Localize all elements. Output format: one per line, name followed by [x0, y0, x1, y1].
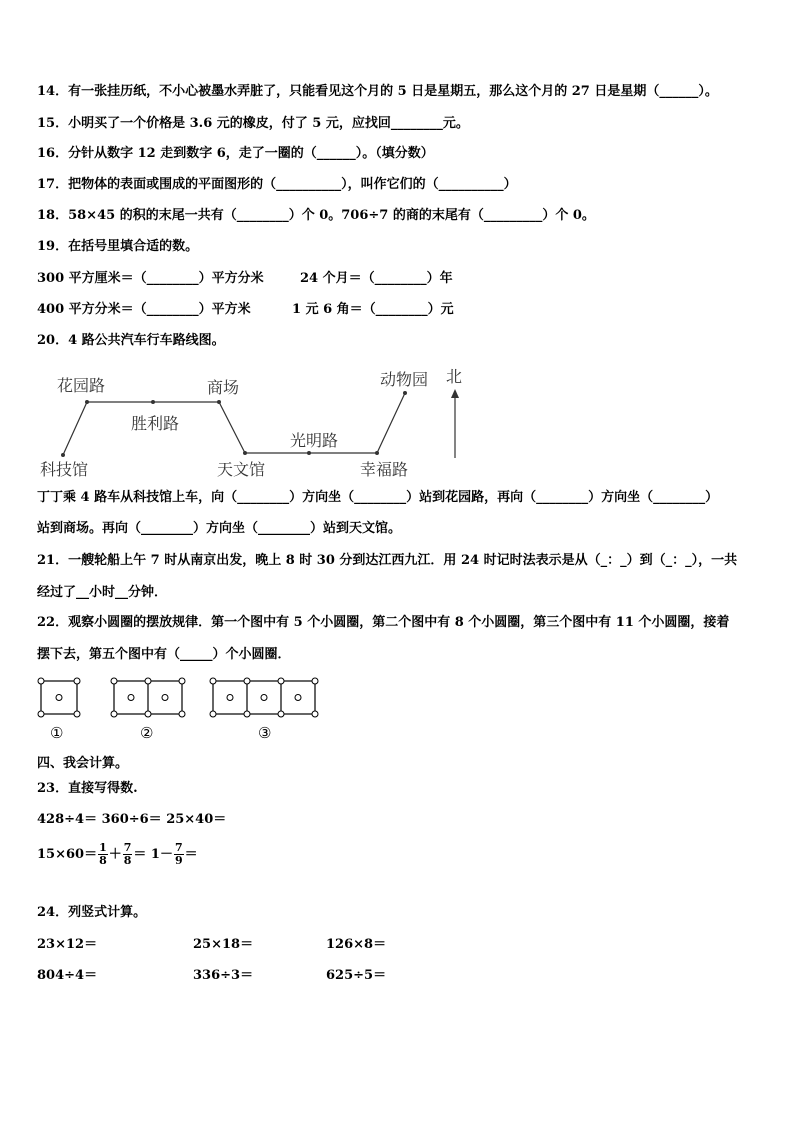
stop-dot-shangchang [217, 400, 221, 404]
calc-item-6: 625÷5＝ [326, 968, 387, 983]
circle-pattern-figures [0, 670, 340, 725]
fraction-7-8: $\frac{7}{8}$ [123, 841, 132, 867]
question-19-d: 1 元 6 角＝（________）元 [292, 302, 454, 317]
fraction-1-8: $\frac{1}{8}$ [99, 841, 107, 867]
question-20-text-2: 站到商场。再向（________）方向坐（________）站到天文馆。 [37, 521, 402, 536]
question-14: 14．有一张挂历纸，不小心被墨水弄脏了，只能看见这个月的 5 日是星期五，那么这个月的 27 日是星期（______）。 [37, 84, 718, 99]
question-22-line-1: 22．观察小圆圈的摆放规律．第一个图中有 5 个小圆圈，第二个图中有 8 个小圆圈，第三个图中有 11 个小圆圈，接着 [37, 615, 730, 630]
stop-label-xingfulu: 幸福路 [360, 460, 409, 479]
question-21-line-1: 21．一艘轮船上午 7 时从南京出发，晚上 8 时 30 分到达江西九江．用 24 时记时法表示是从（_：_）到（_：_），一共 [37, 553, 738, 568]
question-19-b: 24 个月＝（________）年 [300, 271, 453, 286]
stop-label-dongwuyuan: 动物园 [380, 370, 429, 389]
stop-dot-xingfulu [375, 451, 379, 455]
calc-item-5: 336÷3＝ [193, 968, 254, 983]
stop-dot-shenglilu [151, 400, 155, 404]
question-24: 24．列竖式计算。 [37, 905, 147, 920]
stop-dot-guangminglu [307, 451, 311, 455]
question-19: 19．在括号里填合适的数。 [37, 239, 199, 254]
stop-dot-huayuanlu [85, 400, 89, 404]
fraction-7-9: $\frac{7}{9}$ [174, 841, 183, 867]
question-20: 20．4 路公共汽车行车路线图。 [37, 333, 225, 348]
question-17: 17．把物体的表面或围成的平面图形的（__________），叫作它们的（__________） [37, 177, 517, 192]
stop-dot-tianwenguan [243, 451, 247, 455]
pattern-label-2: ② [140, 724, 154, 742]
calc-item-3: 126×8＝ [326, 937, 387, 952]
question-23-row-1: 428÷4＝ 360÷6＝ 25×40＝ [37, 812, 227, 827]
question-21-line-2: 经过了__小时__分钟． [37, 585, 168, 600]
equals-one-minus: ＝ 1－ [133, 847, 173, 862]
stop-dot-dongwuyuan [403, 391, 407, 395]
plus-sign: ＋ [108, 847, 122, 862]
north-arrow-head [451, 389, 459, 398]
pattern-figure-3 [210, 678, 318, 717]
question-16: 16．分针从数字 12 走到数字 6，走了一圈的（______）。（填分数） [37, 146, 434, 161]
pattern-label-3: ③ [258, 724, 272, 742]
stop-label-shenglilu: 胜利路 [131, 414, 180, 433]
section-4-heading: 四、我会计算。 [37, 756, 129, 771]
pattern-figure-1 [38, 678, 80, 717]
route-line [63, 393, 405, 455]
pattern-figure-2 [111, 678, 185, 717]
stop-label-guangminglu: 光明路 [290, 431, 339, 450]
question-19-a: 300 平方厘米＝（________）平方分米 [37, 271, 264, 286]
question-18: 18．58×45 的积的末尾一共有（________）个 0。706÷7 的商的末尾有（_________）个 0。 [37, 208, 595, 223]
expr-15x60: 15×60＝ [37, 847, 98, 862]
calc-item-4: 804÷4＝ [37, 968, 98, 983]
pattern-label-1: ① [50, 724, 64, 742]
calc-item-2: 25×18＝ [193, 937, 254, 952]
question-22-line-2: 摆下去，第五个图中有（_____）个小圆圈． [37, 647, 291, 662]
question-15: 15．小明买了一个价格是 3.6 元的橡皮，付了 5 元，应找回________元。 [37, 116, 469, 131]
stop-label-shangchang: 商场 [207, 378, 240, 397]
question-19-c: 400 平方分米＝（________）平方米 [37, 302, 251, 317]
equals-sign: ＝ [184, 847, 198, 862]
stop-label-kejiguan: 科技馆 [40, 460, 89, 479]
north-label: 北 [446, 367, 463, 386]
question-20-text-1: 丁丁乘 4 路车从科技馆上车，向（________）方向坐（________）站到花园路，再向（________）方向坐（________） [37, 490, 719, 505]
question-23-row-2 [37, 838, 198, 872]
calc-item-1: 23×12＝ [37, 937, 98, 952]
stop-label-huayuanlu: 花园路 [57, 376, 106, 395]
stop-label-tianwenguan: 天文馆 [217, 460, 266, 479]
question-23: 23．直接写得数. [37, 781, 138, 796]
